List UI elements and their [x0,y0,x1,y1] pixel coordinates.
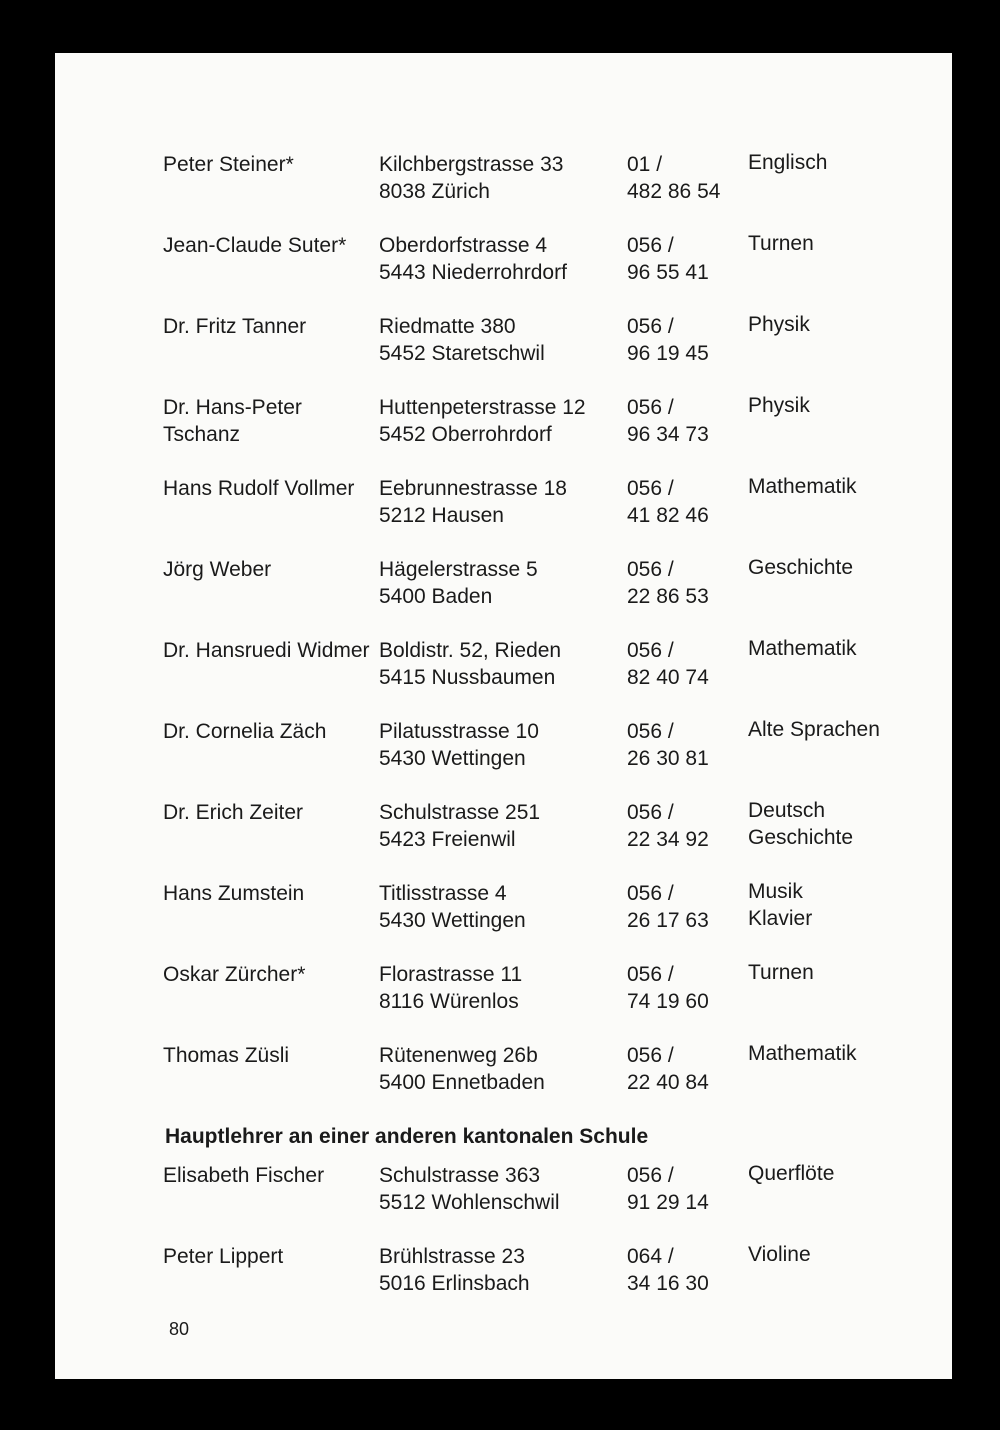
teacher-phone [627,556,709,610]
teacher-phone [627,151,720,205]
subject: Mathematik [748,637,857,660]
phone-area-code: 064 / [627,1245,674,1268]
teacher-phone [627,1162,709,1216]
subject: Geschichte [748,826,854,849]
phone-area-code: 056 / [627,1164,674,1187]
teacher-address [379,313,545,367]
street: Hägelerstrasse 5 [379,558,538,581]
teacher-subjects [748,797,853,851]
teacher-address [379,232,567,286]
street: Huttenpeterstrasse 12 [379,396,586,419]
postal-city: 5452 Staretschwil [379,342,545,365]
postal-city: 5430 Wettingen [379,909,526,932]
phone-number: 26 17 63 [627,909,709,932]
teacher-address [379,475,567,529]
teacher-phone [627,1243,709,1297]
teacher-address [379,637,561,691]
subject: Alte Sprachen [748,718,880,741]
teacher-subjects [748,635,857,662]
teacher-subjects [748,230,814,257]
teacher-phone [627,232,709,286]
street: Kilchbergstrasse 33 [379,153,564,176]
phone-area-code: 056 / [627,396,674,419]
subject: Englisch [748,151,828,174]
street: Rütenenweg 26b [379,1044,538,1067]
teacher-name: Elisabeth Fischer [163,1164,325,1187]
page-number: 80 [169,1319,190,1339]
teacher-name: Dr. Cornelia Zäch [163,720,327,743]
street: Florastrasse 11 [379,963,523,986]
teacher-address [379,556,538,610]
teacher-list [163,151,903,1123]
teacher-phone [627,718,709,772]
teacher-entry [163,1243,903,1324]
teacher-entry [163,637,903,718]
phone-area-code: 056 / [627,720,674,743]
subject: Turnen [748,232,814,255]
subject: Physik [748,313,810,336]
teacher-subjects [748,959,814,986]
postal-city: 5016 Erlinsbach [379,1272,530,1295]
street: Titlisstrasse 4 [379,882,507,905]
subject: Klavier [748,907,813,930]
teacher-subjects [748,554,853,581]
phone-number: 22 40 84 [627,1071,709,1094]
subject: Mathematik [748,1042,857,1065]
teacher-address [379,151,563,205]
teacher-name: Thomas Züsli [163,1044,290,1067]
teacher-phone [627,880,709,934]
phone-number: 96 34 73 [627,423,709,446]
street: Riedmatte 380 [379,315,516,338]
teacher-phone [627,313,709,367]
teacher-subjects [748,392,810,419]
phone-number: 34 16 30 [627,1272,709,1295]
phone-number: 22 34 92 [627,828,709,851]
teacher-entry [163,799,903,880]
subject: Musik [748,880,803,903]
postal-city: 5423 Freienwil [379,828,516,851]
teacher-subjects [748,149,827,176]
postal-city: 5415 Nussbaumen [379,666,556,689]
teacher-subjects [748,473,857,500]
phone-number: 91 29 14 [627,1191,709,1214]
teacher-entry [163,313,903,394]
teacher-subjects [748,1160,834,1187]
teacher-subjects [748,311,810,338]
teacher-entry [163,880,903,961]
teacher-entry [163,151,903,232]
teacher-phone [627,394,709,448]
phone-number: 26 30 81 [627,747,709,770]
street: Schulstrasse 251 [379,801,541,824]
teacher-address [379,1042,545,1096]
teacher-phone [627,961,709,1015]
postal-city: 5512 Wohlenschwil [379,1191,560,1214]
teacher-name: Hans Zumstein [163,882,305,905]
teacher-phone [627,1042,709,1096]
subject: Geschichte [748,556,854,579]
phone-number: 82 40 74 [627,666,709,689]
subject: Mathematik [748,475,857,498]
phone-area-code: 056 / [627,963,674,986]
teacher-address [379,718,539,772]
postal-city: 8116 Würenlos [379,990,519,1013]
teacher-entry [163,475,903,556]
teacher-name: Dr. Hans-Peter Tschanz [163,396,302,446]
phone-area-code: 056 / [627,234,674,257]
phone-area-code: 056 / [627,558,674,581]
teacher-name: Jörg Weber [163,558,272,581]
postal-city: 5430 Wettingen [379,747,526,770]
teacher-address [379,961,522,1015]
teacher-entry [163,1162,903,1243]
street: Brühlstrasse 23 [379,1245,525,1268]
teacher-entry [163,1042,903,1123]
teacher-address [379,1162,560,1216]
teacher-name: Oskar Zürcher* [163,963,306,986]
phone-area-code: 056 / [627,639,674,662]
postal-city: 5400 Ennetbaden [379,1071,545,1094]
other-school-teacher-list [163,1162,903,1324]
teacher-name: Peter Lippert [163,1245,284,1268]
teacher-phone [627,637,709,691]
postal-city: 8038 Zürich [379,180,490,203]
teacher-entry [163,232,903,313]
phone-area-code: 056 / [627,315,674,338]
teacher-phone [627,475,709,529]
phone-area-code: 01 / [627,153,663,176]
teacher-subjects [748,1241,811,1268]
phone-number: 482 86 54 [627,180,721,203]
postal-city: 5452 Oberrohrdorf [379,423,552,446]
subject: Deutsch [748,799,826,822]
street: Eebrunnestrasse 18 [379,477,567,500]
phone-area-code: 056 / [627,801,674,824]
teacher-address [379,1243,530,1297]
teacher-address [379,799,540,853]
phone-area-code: 056 / [627,882,674,905]
teacher-entry [163,394,903,475]
teacher-name: Dr. Fritz Tanner [163,315,307,338]
teacher-name: Dr. Hansruedi Widmer [163,639,370,662]
postal-city: 5212 Hausen [379,504,504,527]
street: Schulstrasse 363 [379,1164,541,1187]
teacher-name: Dr. Erich Zeiter [163,801,304,824]
phone-area-code: 056 / [627,1044,674,1067]
phone-number: 41 82 46 [627,504,709,527]
phone-number: 22 86 53 [627,585,709,608]
teacher-subjects [748,1040,857,1067]
subject: Physik [748,394,810,417]
teacher-name: Peter Steiner* [163,153,294,176]
street: Pilatusstrasse 10 [379,720,539,743]
teacher-directory [163,151,903,1324]
postal-city: 5400 Baden [379,585,493,608]
phone-number: 74 19 60 [627,990,709,1013]
teacher-name: Hans Rudolf Vollmer [163,477,355,500]
teacher-entry [163,718,903,799]
street: Boldistr. 52, Rieden [379,639,562,662]
subject: Turnen [748,961,814,984]
phone-area-code: 056 / [627,477,674,500]
teacher-name: Jean-Claude Suter* [163,234,347,257]
postal-city: 5443 Niederrohrdorf [379,261,567,284]
phone-number: 96 55 41 [627,261,709,284]
teacher-subjects [748,878,812,932]
document-page [55,53,952,1379]
teacher-address [379,394,586,448]
teacher-address [379,880,526,934]
teacher-entry [163,556,903,637]
subject: Violine [748,1243,811,1266]
teacher-phone [627,799,709,853]
teacher-subjects [748,716,880,743]
subject: Querflöte [748,1162,835,1185]
street: Oberdorfstrasse 4 [379,234,548,257]
phone-number: 96 19 45 [627,342,709,365]
section-heading: Hauptlehrer an einer anderen kantonalen Schule [165,1125,649,1148]
teacher-entry [163,961,903,1042]
